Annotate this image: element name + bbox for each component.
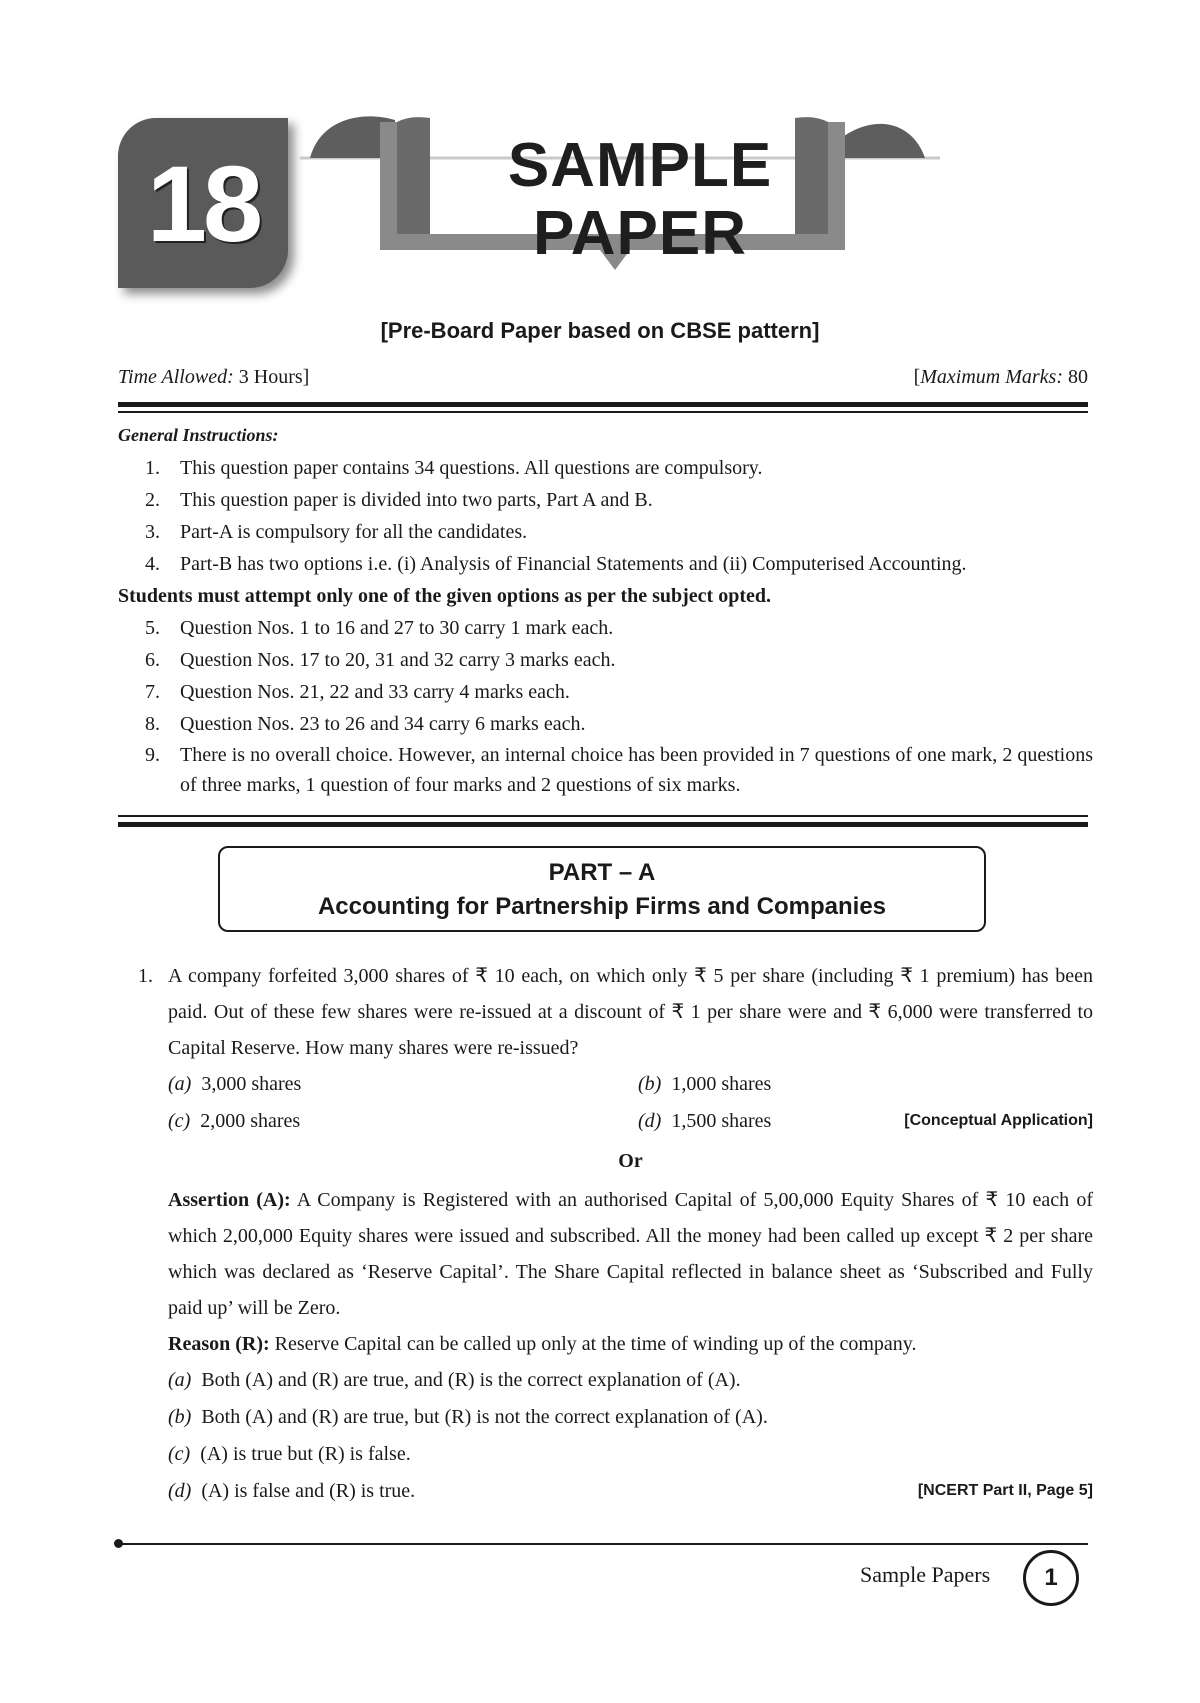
question-text: A company forfeited 3,000 shares of ₹ 10 each, on which only ₹ 5 per share (including ₹ 1 premium) has been paid. Out of these few shares were re-issued at a discount of ₹ 1 per share were and ₹ 6,000 were transferred to Capital Reserve. How many shares were re-issued?	[168, 965, 1093, 1059]
header-rule-thin	[118, 411, 1088, 413]
option-a: (a) 3,000 shares	[168, 1073, 302, 1095]
footer-label: Sample Papers	[860, 1562, 991, 1587]
option-d: (d) 1,500 shares	[638, 1110, 772, 1132]
instructions-list	[118, 452, 1093, 800]
paper-title	[470, 132, 810, 268]
instruction-item: 9. There is no overall choice. However, an internal choice has been provided in 7 questions of one mark, 2 questions of three marks, 1 question of four marks and 2 questions of six marks.	[145, 744, 1093, 796]
title-line-2: PAPER	[532, 199, 747, 268]
header-rule-thick	[118, 402, 1088, 407]
instructions-rule-thin	[118, 815, 1088, 817]
paper-number: 18	[146, 142, 260, 264]
or-separator: Or	[618, 1150, 643, 1172]
instructions-title: General Instructions:	[118, 425, 279, 445]
ar-option-d: (d) (A) is false and (R) is true. [NCERT Part II, Page 5]	[168, 1473, 1093, 1510]
instruction-item: 7. Question Nos. 21, 22 and 33 carry 4 marks each.	[145, 681, 570, 703]
option-b: (b) 1,000 shares	[638, 1073, 772, 1095]
title-line-1: SAMPLE	[507, 131, 773, 200]
part-subtitle: Accounting for Partnership Firms and Companies	[317, 893, 887, 920]
question-1	[118, 958, 1093, 1510]
part-heading-box	[218, 846, 986, 932]
instruction-item: 1. This question paper contains 34 questions. All questions are compulsory.	[145, 457, 763, 479]
option-c: (c) 2,000 shares	[168, 1110, 301, 1132]
ar-option-c: (c) (A) is true but (R) is false.	[168, 1443, 411, 1465]
footer-rule	[118, 1543, 1088, 1545]
option-row	[168, 1103, 1093, 1140]
paper-subtitle: [Pre-Board Paper based on CBSE pattern]	[380, 318, 820, 343]
instruction-item: 5. Question Nos. 1 to 16 and 27 to 30 carry 1 mark each.	[145, 617, 614, 639]
paper-number-badge	[118, 118, 288, 288]
part-title: PART – A	[548, 859, 656, 886]
ar-option-a: (a) Both (A) and (R) are true, and (R) is the correct explanation of (A).	[168, 1369, 741, 1391]
time-marks-row	[118, 366, 1088, 389]
maximum-marks: [Maximum Marks: 80	[913, 366, 1088, 388]
ar-option-b: (b) Both (A) and (R) are true, but (R) is not the correct explanation of (A).	[168, 1406, 768, 1428]
instruction-item: 2. This question paper is divided into two parts, Part A and B.	[145, 489, 653, 511]
instruction-item: 8. Question Nos. 23 to 26 and 34 carry 6 marks each.	[145, 713, 586, 735]
instruction-note: Students must attempt only one of the given options as per the subject opted.	[118, 585, 771, 607]
instruction-item: 3. Part-A is compulsory for all the candidates.	[145, 521, 528, 543]
question-number: 1.	[138, 965, 153, 987]
reason: Reason (R): Reserve Capital can be called up only at the time of winding up of the company.	[168, 1333, 917, 1355]
instruction-item: 4. Part-B has two options i.e. (i) Analysis of Financial Statements and (ii) Computerised Accounting.	[145, 553, 967, 575]
time-allowed: Time Allowed: 3 Hours]	[118, 366, 310, 388]
option-row	[168, 1066, 1093, 1103]
ar-question-tag: [NCERT Part II, Page 5]	[917, 1482, 1093, 1499]
question-tag: [Conceptual Application]	[904, 1112, 1093, 1129]
instructions-rule-thick	[118, 822, 1088, 827]
page-number: 1	[1023, 1550, 1079, 1606]
assertion: Assertion (A): A Company is Registered with an authorised Capital of 5,00,000 Equity Shares of ₹ 10 each of which 2,00,000 Equity shares were issued and subscribed. All the money had been called up except ₹ 2 per share which was declared as ‘Reserve Capital’. The Share Capital reflected in balance sheet as ‘Subscribed and Fully paid up’ will be Zero.	[168, 1189, 1093, 1319]
instruction-item: 6. Question Nos. 17 to 20, 31 and 32 carry 3 marks each.	[145, 649, 616, 671]
